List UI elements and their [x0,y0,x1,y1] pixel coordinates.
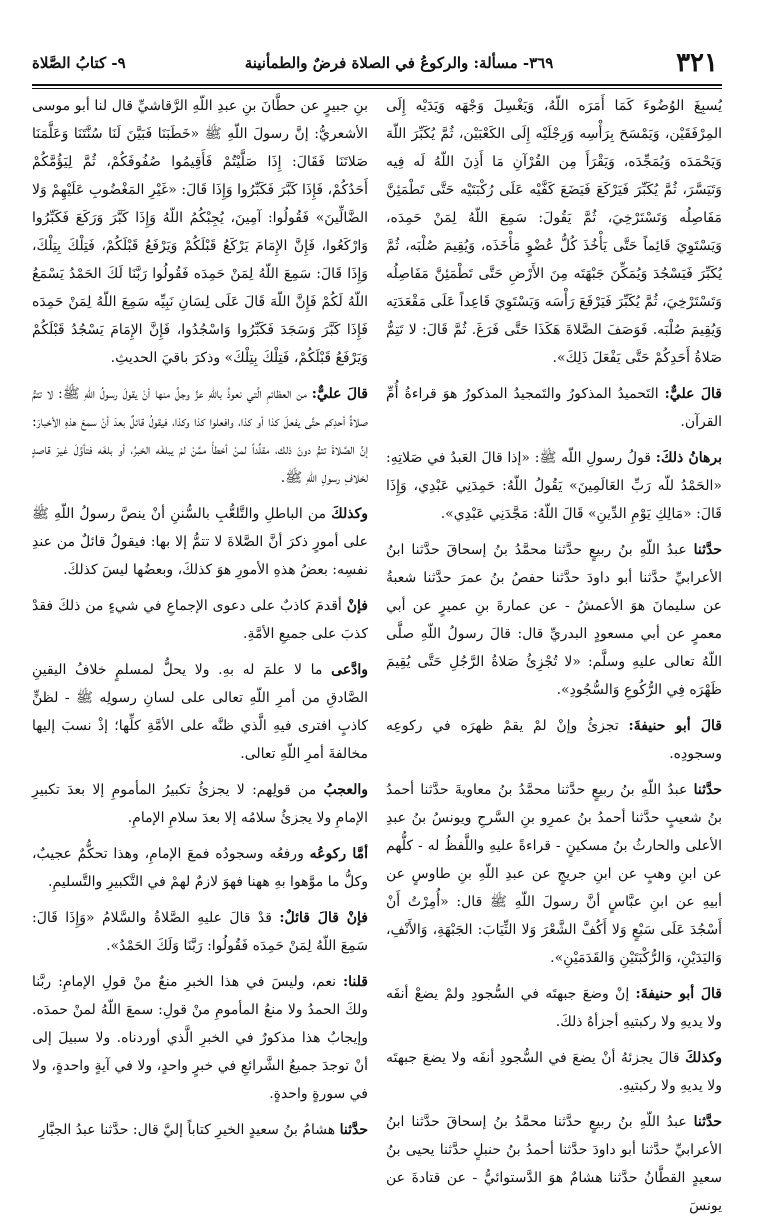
paragraph: والعجبُ من قولِهم: لا يجزئُ تكبيرُ المأمومِ إلا بعدَ تكبيرِ الإمامِ ولا يجزئُ سلامُه إلا بعدَ سلامِ الإمامِ. [32,782,368,826]
paragraph: حدَّثنا عبدُ اللّهِ بنُ ربيعٍ حدَّثنا محمَّدُ بنُ معاويةَ حدَّثنا أحمدُ بنُ شعيبٍ حدَّثنا أحمدُ بنُ عمرِو بنِ السَّرحِ ويونسُ بنُ عبدِ الأعلى والحارثُ بنُ مسكينٍ - قراءةً عليهِ واللَّفظُ له - كلُّهم عن ابنِ وهبٍ عن ابنِ جريجٍ عن عبدِ اللّهِ بنِ طاوسٍ عن أبيهِ عن ابنِ عبَّاسٍ أنَّ رسولَ اللّهِ ﷺ قال: «أُمِرْتُ أَنْ أَسْجُدَ عَلَى سَبْعٍ وَلا أَكُفَّ الشَّعْرَ وَلا الثِّيَابَ: الجَبْهَةِ، وَالأَنْفِ، وَاليَدَيْنِ، وَالرُّكْبَتَيْنِ وَالقَدَمَيْنِ». [386,782,723,966]
page-number: ٣٢١ [676,48,718,78]
paragraph: بنِ جبيرٍ عن حطَّانَ بنِ عبدِ اللّهِ الرَّقاشيِّ قال لنا أبو موسى الأشعريُّ: إنَّ رسولَ اللّهِ ﷺ «خَطَبَنَا فَبَيَّنَ لَنَا سُنَّتَنَا وَعَلَّمَنَا صَلاتَنَا فَقَالَ: إِذَا صَلَّيْتُمْ فَأَقِيمُوا صُفُوفَكُمْ، ثُمَّ لِيَؤُمَّكُمْ أَحَدُكُمْ، فَإِذَا كَبَّرَ فَكَبِّرُوا وَإِذَا قَالَ: «غَيْرِ المَغْضُوبِ عَلَيْهِمْ وَلا الضَّالِّينَ» فَقُولُوا: آمِينَ، يُجِبْكُمُ اللّهُ وَإِذَا كَبَّرَ وَرَكَعَ فَكَبِّرُوا وَارْكَعُوا، فَإِنَّ الإِمَامَ يَرْكَعُ قَبْلَكُمْ وَيَرْفَعُ قَبْلَكُمْ، فَتِلْكَ بِتِلْكَ، وَإِذَا قَالَ: سَمِعَ اللّهُ لِمَنْ حَمِدَه فَقُولُوا رَبَّنَا لَكَ الحَمْدُ يَسْمَعُ اللّهُ لَكُمْ فَإِنَّ اللّهَ قَالَ عَلَى لِسَانِ نَبِيِّه سَمِعَ اللّهُ لِمَنْ حَمِدَه فَإِذَا كَبَّرَ وَسَجَدَ فَكَبِّرُوا وَاسْجُدُوا، فَإِنَّ الإِمَامَ يَسْجُدُ قَبْلَكُمْ وَيَرْفَعُ قَبْلَكُمْ، فَتِلْكَ بِتِلْكَ» وذكرَ باقيَ الحديثِ. [32,98,368,366]
paragraph: حدَّثنا هشامُ بنُ سعيدٍ الخيرِ كتاباً إليَّ قال: حدَّثنا عبدُ الجبَّارِ [38,1122,368,1138]
paragraph: وادَّعى ما لا علمَ له بهِ. ولا يحلُّ لمسلمٍ خلافُ اليقينِ الصَّادقِ من أمرِ اللّهِ تعالى على لسانِ رسولِه ﷺ - لظنٍّ كاذبٍ افترى فيهِ الَّذي ظنَّه على الأمَّةِ كلِّها؛ إذْ نسبَ إليها مخالفةَ أمرِ اللّهِ تعالى. [32,662,368,762]
chapter-title: ٩- كتابُ الصَّلاة [32,54,126,72]
paragraph: قالَ أبو حنيفةَ: إنْ وضعَ جبهتَه في السُّجودِ ولمْ يضعْ أنفَه ولا يديهِ ولا ركبتيهِ أجزأهُ ذلكَ. [386,986,723,1030]
paragraph: حدَّثنا عبدُ اللّهِ بنُ ربيعٍ حدَّثنا محمَّدُ بنُ إسحاقَ حدَّثنا ابنُ الأعرابيِّ حدَّثنا أبو داودَ حدَّثنا أحمدُ بنُ حنبلٍ حدَّثنا يحيى بنُ سعيدٍ القطَّانُ حدَّثنا هشامٌ هوَ الدَّستوائيُّ - عن قتادةَ عن يونسَ [386,1114,723,1214]
paragraph: قالَ عليٌّ: التَحميدُ المذكورُ والتَمجيدُ المذكورُ هوَ قراءةُ أُمِّ القرآن. [386,386,722,430]
paragraph: حدَّثنا عبدُ اللّهِ بنُ ربيعٍ حدَّثنا محمَّدُ بنُ إسحاقَ حدَّثنا ابنُ الأعرابيِّ حدَّثنا أبو داودَ حدَّثنا حفصُ بنُ عمرَ حدَّثنا شعبةُ عن سليمانَ هوَ الأعمشُ - عن عمارةَ بنِ عميرٍ عن أبي معمرٍ عن أبي مسعودٍ البدريِّ قال: قالَ رسولُ اللّهِ صلَّى اللّهُ تعالى عليهِ وسلَّم: «لا تُجْزِئُ صَلاةُ الرَّجُلِ حَتَّى يُقِيمَ ظَهْرَه فِي الرُّكُوعِ وَالسُّجُودِ». [386,542,723,698]
header-rule [32,84,722,89]
paragraph: برهانُ ذلكَ: قولُ رسولِ اللّه ﷺ: «إذا قالَ العَبدُ في صَلاتِهِ: «الحَمْدُ للّه رَبِّ العَالَمِينَ» يَقُولُ اللّهُ: حَمِدَنِي عَبْدِي، وَإِذَا قَالَ: «مَالِكِ يَوْمِ الدِّينِ» قَالَ اللّهُ: مَجَّدَنِي عَبْدِي». [386,450,722,522]
left-column [32,92,369,1138]
paragraph: يُسبِغَ الوُضُوءَ كَمَا أَمَرَه اللّهُ، وَيَغْسِلَ وَجْهَه وَيَدَيْه إِلَى المِرْفَقَيْن، وَيَمْسَحَ بِرَأْسِه وَرِجْلَيْه إِلَى الكَعْبَيْن، ثُمَّ يُكَبِّرَ اللّهَ وَيَحْمَدَه وَيُمَجِّدَه، وَيَقْرَأَ مِن القُرْآنِ مَا أَذِنَ اللّهُ لَه فِيه وَتَيَسَّرَ، ثُمَّ يُكَبِّرَ فَيَرْكَعَ فَيَضَعَ كَفَّيْه عَلَى رُكْبَتَيْه حَتَّى تَطْمَئِنَّ مَفَاصِلُه وَتَسْتَرْخِيَ، ثُمَّ يَقُولَ: سَمِعَ اللّهُ لِمَنْ حَمِدَه، وَيَسْتَوِيَ قَائِماً حَتَّى يَأْخُذَ كُلُّ عُضْوٍ مَأْخَذَه، وَيُقِيمَ صُلْبَه، ثُمَّ يُكَبِّرَ فَيَسْجُدَ وَيُمَكِّنَ جَبْهَتَه مِنَ الأَرْضِ حَتَّى تَطْمَئِنَّ مَفَاصِلُه وَتَسْتَرْخِيَ، ثُمَّ يُكَبِّرَ فَيَرْفَعَ رَأْسَه وَيَسْتَوِيَ قَاعِداً عَلَى مَقْعَدَتِه وَيُقِيمَ صُلْبَه. فَوَصَفَ الصَّلاةَ هَكَذَا حَتَّى فَرَغَ. ثُمَّ قَالَ: لا تَتِمُّ صَلاةُ أَحَدِكُمْ حَتَّى يَفْعَلَ ذَلِكَ». [386,98,722,366]
page-header [0,46,758,82]
paragraph: قلنا: نعم، وليسَ في هذا الخبرِ منعٌ منْ قولِ الإمامِ: ربَّنا ولكَ الحمدُ ولا منعُ المأمومِ منْ قولِ: سمعَ اللّهُ لمنْ حمدَه. وإيجابُ هذا مذكورٌ في الخبرِ الَّذي أوردناه. ولا سبيلَ إلى أنْ توجدَ جميعُ الشَّرائعِ في خبرٍ واحدٍ، ولا في آيةٍ واحدةٍ، ولا في سورةٍ واحدةٍ. [32,974,368,1102]
paragraph: فإنْ قالَ قائلٌ: قدْ قالَ عليهِ الصَّلاةُ والسَّلامُ «وَإِذَا قَالَ: سَمِعَ اللّهُ لِمَنْ حَمِدَه فَقُولُوا: رَبَّنَا وَلَكَ الحَمْدُ». [32,910,368,954]
paragraph: وكذلكَ قالَ يجزئهُ أنْ يضعَ في السُّجودِ أنفَه ولا يضعَ جبهتَه ولا يديهِ ولا ركبتيهِ. [386,1050,722,1094]
paragraph: قالَ أبو حنيفةَ: تجزئُ وإنْ لمْ يقمْ ظهرَه في ركوعِه وسجودِه. [386,718,722,762]
paragraph: وكذلكَ من الباطلِ والتَّلعُّبِ بالسُّننِ أنْ ينصَّ رسولُ اللّهِ ﷺ على أمورٍ ذكرَ أنَّ الصَّلاةَ لا تتمُّ إلا بها: فيقولُ قائلٌ من عندِ نفسِه: بعضُ هذهِ الأمورِ هوَ كذلكَ، وبعضُها ليسَ كذلكَ. [32,506,368,578]
right-column [386,92,723,1214]
paragraph: قالَ عليٌّ: من العظائمِ الَّتي نعوذُ باللّهِ عزَّ وجلَّ منها أنْ يقولَ رسولُ اللّهِ ﷺ: لا تتمُّ صلاةُ أحدِكم حتَّى يفعلَ كذا أو كذا، وافعلوا كذا وكذا، فيقولُ قائلٌ بعدَ أنْ سمعَ هذهِ الأخبارَ: إنَّ الصَّلاةَ تتمُّ دونَ ذلك، مقلِّداً لمنْ أخطأَ ممَّنْ لمْ يبلغْه الخبرُ، أو بلغَه فتأوَّلَ غيرَ قاصدٍ لخلافِ رسولِ اللّهِ ﷺ. [32,386,368,486]
running-title: ٣٦٩- مسألة: والركوعُ في الصلاة فرضٌ والطمأنينة [244,54,554,72]
paragraph: فإنْ أقدمَ كاذبٌ على دعوى الإجماعِ في شيءٍ من ذلكَ فقدْ كذبَ على جميعِ الأمَّةِ. [32,598,368,642]
paragraph: أمَّا ركوعُه ورفعُه وسجودُه فمعَ الإمامِ، وهذا تحكُّمٌ عجيبٌ، وكلُّ ما موَّهوا بهِ ههنا فهوَ لازمٌ لهمْ في التَّكبيرِ والتَّسليمِ. [32,846,369,890]
